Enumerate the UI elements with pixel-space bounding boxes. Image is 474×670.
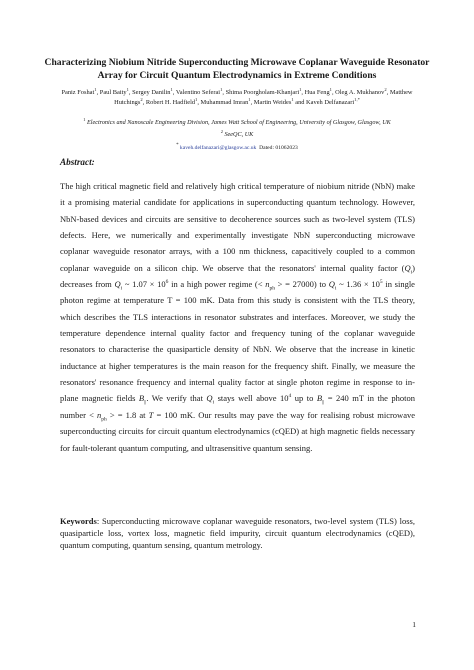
author-affiliation-mark: 2: [384, 86, 387, 92]
author-name: Robert H. Hadfield: [145, 99, 196, 107]
affiliation-1: $^1$ Electronics and Nanoscale Engineering Division, James Watt School of Engineering, University of Glasgow, Glasgow, UK: [83, 117, 391, 127]
abstract-paragraph: The high critical magnetic field and relatively high critical temperature of niobium nitride (NbN) make it a promising material candidate for applications in superconducting quantum technology. However, NbN-based devices and circuits are sensitive to decoherence sources such as two-level system (TLS) defects. Here, we numerically and experimentally investigate NbN superconducting microwave coplanar waveguide resonator arrays, with a 100 nm thickness, capacitively coupled to a common coplanar waveguide on a silicon chip. We observe that the resonators' internal quality factor $(Q_i)$ decreases from $Q_i$ ~ $1.07 \times 10^6$ in a high power regime (< $n_{ph}$ > = 27000) to $Q_i$ ~ $1.36 \times 10^5$ in single photon regime at temperature T = 100 mK. Data from this study is consistent with the TLS theory, which describes the TLS interactions in resonator substrates and interfaces. Moreover, we study the temperature dependence internal quality factor and frequency tuning of the coplanar waveguide resonators to characterise the quasiparticle density of NbN. We observe that the increase in kinetic inductance at higher temperatures is the main reason for the frequency shift. Finally, we measure the resonators' resonance frequency and internal quality factor at single photon regime in response to in-plane magnetic fields $B_{||}$. We verify that $Q_i$ stays well above $10^4$ up to $B_{||} = 240$ mT in the photon number < $n_{ph}$ > = 1.8 at T = 100 mK. Our results may pave the way for realising robust microwave superconducting circuits for circuit quantum electrodynamics (cQED) at high magnetic fields necessary for fault-tolerant quantum computing, and ultrasensitive quantum sensing.: [60, 181, 415, 453]
author-affiliation-mark: 2: [140, 97, 143, 103]
affiliations: [60, 115, 414, 140]
author-separator: ,: [331, 89, 336, 96]
author-affiliation-mark: 1: [126, 86, 129, 92]
author-separator: ,: [96, 89, 100, 96]
contact-line: [60, 142, 414, 152]
author-name: Muhammad Imran: [200, 99, 249, 107]
author-name: Paniz Foshat: [61, 89, 95, 96]
author-name: Hua Feng: [304, 89, 330, 96]
corresponding-star: *: [176, 143, 179, 148]
author-list: [60, 88, 414, 109]
author-name: Shima Poorgholam-Khanjari: [225, 89, 300, 96]
keywords-label: Keywords: [60, 516, 97, 526]
author-name: Oleg A. Mukhanov: [335, 89, 385, 96]
keywords-text: : Superconducting microwave coplanar waveguide resonators, two-level system (TLS) loss, quasiparticle loss, vortex loss, magnetic field impurity, circuit quantum electrodynamics (cQED), quantum computing, quantum sensing, quantum metrology.: [60, 516, 415, 550]
author-separator: ,: [172, 89, 176, 96]
author-name: Sergey Danilin: [132, 89, 171, 96]
author-name: and Kaveh Delfanazari: [295, 99, 355, 107]
author-separator: ,: [222, 89, 226, 96]
author-separator: ,: [128, 89, 133, 96]
author-affiliation-mark: 1: [195, 97, 198, 103]
author-separator: ,: [197, 99, 201, 107]
author-affiliation-mark: 1: [299, 86, 302, 92]
author-separator: ,: [301, 89, 305, 96]
keywords-section: [60, 515, 415, 551]
author-affiliation-mark: 1: [94, 86, 97, 92]
author-affiliation-mark: 1: [170, 86, 173, 92]
author-affiliation-mark: 1: [220, 86, 223, 92]
paper-title: Characterizing Niobium Nitride Superconducting Microwave Coplanar Waveguide Resonator Array for Circuit Quantum Electrodynamics in Extreme Conditions: [44, 57, 430, 81]
author-affiliation-mark: 1: [329, 86, 332, 92]
author-affiliation-mark: 1: [248, 97, 251, 103]
author-name: Paul Baity: [99, 89, 127, 96]
author-name: Valentino Seferai: [175, 89, 221, 96]
author-affiliation-mark: 1,*: [354, 97, 360, 103]
date-text: Dated: 01062023: [259, 144, 298, 151]
author-name: Matthew Hutchings: [114, 89, 413, 107]
affiliation-2: $^2$ SeeQC, UK: [220, 129, 254, 139]
author-separator: ,: [142, 99, 146, 107]
email-link[interactable]: kaveh.delfanazari@glasgow.ac.uk: [179, 144, 257, 151]
abstract-heading: Abstract:: [60, 157, 95, 167]
author-affiliation-mark: 1: [291, 97, 294, 103]
abstract-body: [60, 178, 415, 456]
page-number: 1: [412, 620, 416, 629]
author-separator: ,: [386, 89, 390, 96]
author-separator: ,: [250, 99, 254, 107]
author-name: Martin Weides: [253, 99, 292, 107]
